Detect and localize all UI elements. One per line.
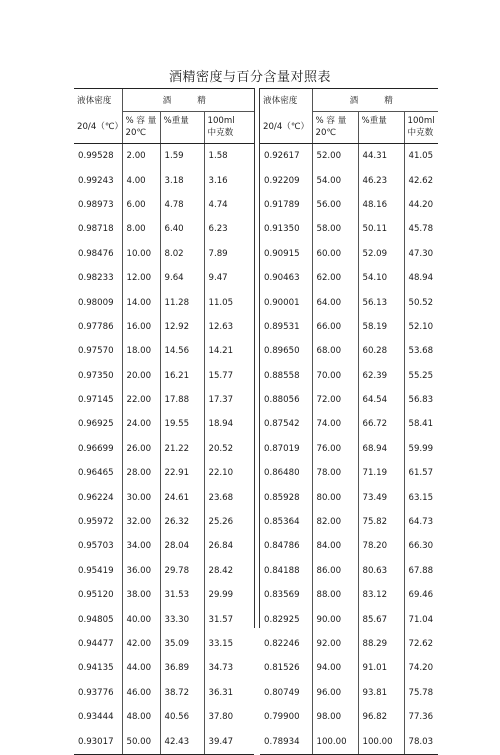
table-row [260,705,438,729]
table-row [74,583,254,607]
table-row [74,656,254,680]
weight-pct-cell: 24.61 [160,485,204,509]
density-cell: 0.93776 [78,687,114,698]
grams-per-100ml-cell: 17.37 [204,388,254,412]
table-row [74,632,254,656]
table-row [260,510,438,534]
table-row [74,559,254,583]
density-cell: 0.88056 [264,395,300,406]
grams-per-100ml-cell: 75.78 [404,681,438,705]
weight-pct-cell: 26.32 [160,510,204,534]
grams-per-100ml-cell: 9.47 [204,266,254,290]
weight-pct-cell: 31.53 [160,583,204,607]
density-cell: 0.91789 [264,199,300,210]
header-volume-pct: % 容 量 20℃ [122,112,160,144]
grams-per-100ml-cell: 20.52 [204,437,254,461]
weight-pct-cell: 46.23 [358,168,404,192]
density-cell: 0.98009 [78,297,114,308]
weight-pct-cell: 54.10 [358,266,404,290]
volume-pct-cell: 8.00 [122,217,160,241]
grams-per-100ml-cell: 31.57 [204,607,254,631]
volume-pct-cell: 96.00 [312,681,358,705]
volume-pct-cell: 26.00 [122,437,160,461]
weight-pct-cell: 11.28 [160,290,204,314]
grams-per-100ml-cell: 52.10 [404,315,438,339]
weight-pct-cell: 40.56 [160,705,204,729]
volume-pct-cell: 90.00 [312,607,358,631]
density-cell: 0.94135 [78,663,114,674]
density-cell: 0.80749 [264,687,300,698]
density-table-left [74,88,254,755]
weight-pct-cell: 64.54 [358,388,404,412]
table-row [260,729,438,754]
volume-pct-cell: 50.00 [122,729,160,754]
density-cell: 0.90463 [264,273,300,284]
volume-pct-cell: 18.00 [122,339,160,363]
density-cell: 0.95972 [78,517,114,528]
table-row [74,266,254,290]
header-density-temp: 20/4（℃） [74,112,122,144]
density-cell: 0.85928 [264,492,300,503]
volume-pct-cell: 20.00 [122,364,160,388]
header-weight-pct: %重量 [358,112,404,144]
weight-pct-cell: 6.40 [160,217,204,241]
weight-pct-cell: 44.31 [358,144,404,169]
table-row [74,364,254,388]
table-row [260,412,438,436]
density-cell: 0.96224 [78,492,114,503]
volume-pct-cell: 14.00 [122,290,160,314]
grams-per-100ml-cell: 77.36 [404,705,438,729]
grams-per-100ml-cell: 12.63 [204,315,254,339]
grams-per-100ml-cell: 7.89 [204,242,254,266]
table-row [260,315,438,339]
volume-pct-cell: 34.00 [122,534,160,558]
volume-pct-cell: 16.00 [122,315,160,339]
weight-pct-cell: 56.13 [358,290,404,314]
grams-per-100ml-cell: 72.62 [404,632,438,656]
table-row [260,485,438,509]
volume-pct-cell: 52.00 [312,144,358,169]
density-cell: 0.99243 [78,175,114,186]
volume-pct-cell: 80.00 [312,485,358,509]
grams-per-100ml-cell: 58.41 [404,412,438,436]
weight-pct-cell: 9.64 [160,266,204,290]
weight-pct-cell: 28.04 [160,534,204,558]
grams-per-100ml-cell: 71.04 [404,607,438,631]
weight-pct-cell: 100.00 [358,729,404,754]
weight-pct-cell: 85.67 [358,607,404,631]
volume-pct-cell: 38.00 [122,583,160,607]
weight-pct-cell: 42.43 [160,729,204,754]
grams-per-100ml-cell: 11.05 [204,290,254,314]
volume-pct-cell: 70.00 [312,364,358,388]
grams-per-100ml-cell: 18.94 [204,412,254,436]
weight-pct-cell: 62.39 [358,364,404,388]
volume-pct-cell: 100.00 [312,729,358,754]
density-table-right [260,88,438,755]
weight-pct-cell: 16.21 [160,364,204,388]
table-row [74,339,254,363]
table-row [74,607,254,631]
weight-pct-cell: 1.59 [160,144,204,169]
table-row [74,510,254,534]
table-row [260,632,438,656]
table-row [260,437,438,461]
header-weight-pct: %重量 [160,112,204,144]
table-row [74,729,254,754]
weight-pct-cell: 80.63 [358,559,404,583]
grams-per-100ml-cell: 4.74 [204,193,254,217]
weight-pct-cell: 35.09 [160,632,204,656]
grams-per-100ml-cell: 47.30 [404,242,438,266]
table-row [74,290,254,314]
volume-pct-cell: 66.00 [312,315,358,339]
grams-per-100ml-cell: 39.47 [204,729,254,754]
weight-pct-cell: 21.22 [160,437,204,461]
weight-pct-cell: 68.94 [358,437,404,461]
volume-pct-cell: 60.00 [312,242,358,266]
grams-per-100ml-cell: 15.77 [204,364,254,388]
grams-per-100ml-cell: 53.68 [404,339,438,363]
density-cell: 0.96699 [78,443,114,454]
header-volume-pct: % 容 量 20℃ [312,112,358,144]
volume-pct-cell: 32.00 [122,510,160,534]
grams-per-100ml-cell: 3.16 [204,168,254,192]
weight-pct-cell: 3.18 [160,168,204,192]
weight-pct-cell: 29.78 [160,559,204,583]
grams-per-100ml-cell: 14.21 [204,339,254,363]
grams-per-100ml-cell: 59.99 [404,437,438,461]
table-row [74,412,254,436]
header-density-label: 液体密度 [260,89,312,112]
density-cell: 0.91350 [264,224,300,235]
weight-pct-cell: 12.92 [160,315,204,339]
grams-per-100ml-cell: 37.80 [204,705,254,729]
table-right-half [260,88,438,755]
volume-pct-cell: 40.00 [122,607,160,631]
grams-per-100ml-cell: 64.73 [404,510,438,534]
weight-pct-cell: 19.55 [160,412,204,436]
document-title: 酒精密度与百分含量对照表 [168,70,331,85]
table-row [74,144,254,169]
density-cell: 0.81526 [264,663,300,674]
table-row [74,705,254,729]
density-cell: 0.86480 [264,468,300,479]
grams-per-100ml-cell: 36.31 [204,681,254,705]
density-cell: 0.83569 [264,590,300,601]
grams-per-100ml-cell: 34.73 [204,656,254,680]
volume-pct-cell: 78.00 [312,461,358,485]
density-cell: 0.97145 [78,395,114,406]
table-row [260,364,438,388]
table-row [74,193,254,217]
volume-pct-cell: 94.00 [312,656,358,680]
volume-pct-cell: 62.00 [312,266,358,290]
grams-per-100ml-cell: 28.42 [204,559,254,583]
density-cell: 0.97570 [78,346,114,357]
density-cell: 0.94805 [78,614,114,625]
density-cell: 0.78934 [260,729,312,754]
weight-pct-cell: 36.89 [160,656,204,680]
table-row [260,656,438,680]
weight-pct-cell: 17.88 [160,388,204,412]
grams-per-100ml-cell: 69.46 [404,583,438,607]
volume-pct-cell: 48.00 [122,705,160,729]
weight-pct-cell: 4.78 [160,193,204,217]
grams-per-100ml-cell: 25.26 [204,510,254,534]
table-row [74,534,254,558]
density-cell: 0.94477 [78,639,114,649]
weight-pct-cell: 14.56 [160,339,204,363]
grams-per-100ml-cell: 6.23 [204,217,254,241]
table-row [260,290,438,314]
density-cell: 0.87019 [264,443,300,454]
table-row [74,485,254,509]
table-row [260,168,438,192]
density-cell: 0.84188 [264,565,300,576]
density-cell: 0.98718 [78,224,114,235]
density-cell: 0.95703 [78,541,114,552]
volume-pct-cell: 12.00 [122,266,160,290]
density-cell: 0.82925 [264,614,300,625]
weight-pct-cell: 38.72 [160,681,204,705]
table-row [260,681,438,705]
density-cell: 0.89650 [264,346,300,357]
grams-per-100ml-cell: 23.68 [204,485,254,509]
volume-pct-cell: 74.00 [312,412,358,436]
density-cell: 0.95120 [78,590,114,601]
volume-pct-cell: 86.00 [312,559,358,583]
density-cell: 0.93017 [74,729,122,754]
volume-pct-cell: 88.00 [312,583,358,607]
weight-pct-cell: 75.82 [358,510,404,534]
volume-pct-cell: 56.00 [312,193,358,217]
weight-pct-cell: 50.11 [358,217,404,241]
density-cell: 0.90915 [264,248,300,259]
volume-pct-cell: 44.00 [122,656,160,680]
density-cell: 0.98973 [78,199,114,210]
table-row [260,607,438,631]
weight-pct-cell: 96.82 [358,705,404,729]
table-row [74,168,254,192]
table-row [260,388,438,412]
grams-per-100ml-cell: 42.62 [404,168,438,192]
weight-pct-cell: 66.72 [358,412,404,436]
table-row [260,144,438,169]
weight-pct-cell: 71.19 [358,461,404,485]
weight-pct-cell: 8.02 [160,242,204,266]
volume-pct-cell: 98.00 [312,705,358,729]
volume-pct-cell: 4.00 [122,168,160,192]
grams-per-100ml-cell: 44.20 [404,193,438,217]
volume-pct-cell: 58.00 [312,217,358,241]
table-row [260,339,438,363]
grams-per-100ml-cell: 74.20 [404,656,438,680]
grams-per-100ml-cell: 45.78 [404,217,438,241]
weight-pct-cell: 48.16 [358,193,404,217]
density-cell: 0.89531 [264,321,300,332]
weight-pct-cell: 52.09 [358,242,404,266]
table-body-left [74,144,254,755]
grams-per-100ml-cell: 22.10 [204,461,254,485]
header-alcohol-label: 酒精 [122,89,254,112]
table-row [260,266,438,290]
volume-pct-cell: 36.00 [122,559,160,583]
volume-pct-cell: 30.00 [122,485,160,509]
volume-pct-cell: 92.00 [312,632,358,656]
density-cell: 0.92617 [264,151,300,162]
table-row [74,437,254,461]
grams-per-100ml-cell: 50.52 [404,290,438,314]
table-row [260,559,438,583]
weight-pct-cell: 33.30 [160,607,204,631]
table-row [74,681,254,705]
volume-pct-cell: 82.00 [312,510,358,534]
table-row [260,461,438,485]
volume-pct-cell: 64.00 [312,290,358,314]
density-cell: 0.98476 [78,248,114,259]
grams-per-100ml-cell: 33.15 [204,632,254,656]
volume-pct-cell: 24.00 [122,412,160,436]
density-cell: 0.96465 [78,468,114,479]
grams-per-100ml-cell: 78.03 [404,729,438,754]
density-cell: 0.88558 [264,370,300,381]
header-alcohol-label: 酒精 [312,89,438,112]
header-grams-per-100ml: 100ml 中克数 [204,112,254,144]
volume-pct-cell: 42.00 [122,632,160,656]
header-grams-per-100ml: 100ml 中克数 [404,112,438,144]
table-row [260,242,438,266]
weight-pct-cell: 91.01 [358,656,404,680]
density-cell: 0.99528 [78,151,114,162]
volume-pct-cell: 6.00 [122,193,160,217]
table-row [260,583,438,607]
weight-pct-cell: 60.28 [358,339,404,363]
grams-per-100ml-cell: 61.57 [404,461,438,485]
weight-pct-cell: 73.49 [358,485,404,509]
table-row [74,315,254,339]
table-row [260,217,438,241]
table-row [260,534,438,558]
volume-pct-cell: 2.00 [122,144,160,169]
density-cell: 0.90001 [264,297,300,308]
density-cell: 0.84786 [264,541,300,552]
grams-per-100ml-cell: 29.99 [204,583,254,607]
weight-pct-cell: 58.19 [358,315,404,339]
volume-pct-cell: 46.00 [122,681,160,705]
volume-pct-cell: 10.00 [122,242,160,266]
grams-per-100ml-cell: 1.58 [204,144,254,169]
volume-pct-cell: 72.00 [312,388,358,412]
table-row [74,388,254,412]
grams-per-100ml-cell: 41.05 [404,144,438,169]
grams-per-100ml-cell: 66.30 [404,534,438,558]
density-cell: 0.85364 [264,517,300,528]
grams-per-100ml-cell: 63.15 [404,485,438,509]
density-cell: 0.79900 [264,712,300,723]
density-cell: 0.93444 [78,712,114,723]
weight-pct-cell: 78.20 [358,534,404,558]
density-cell: 0.92209 [264,175,300,186]
grams-per-100ml-cell: 48.94 [404,266,438,290]
volume-pct-cell: 68.00 [312,339,358,363]
weight-pct-cell: 88.29 [358,632,404,656]
header-density-label: 液体密度 [74,89,122,112]
density-cell: 0.95419 [78,565,114,576]
weight-pct-cell: 93.81 [358,681,404,705]
volume-pct-cell: 54.00 [312,168,358,192]
density-cell: 0.87542 [264,419,300,430]
table-left-half [74,88,254,755]
density-cell: 0.97786 [78,321,114,332]
volume-pct-cell: 76.00 [312,437,358,461]
weight-pct-cell: 22.91 [160,461,204,485]
weight-pct-cell: 83.12 [358,583,404,607]
grams-per-100ml-cell: 26.84 [204,534,254,558]
table-row [74,217,254,241]
density-cell: 0.97350 [78,370,114,381]
volume-pct-cell: 84.00 [312,534,358,558]
grams-per-100ml-cell: 55.25 [404,364,438,388]
grams-per-100ml-cell: 56.83 [404,388,438,412]
table-row [74,461,254,485]
table-row [260,193,438,217]
volume-pct-cell: 22.00 [122,388,160,412]
volume-pct-cell: 28.00 [122,461,160,485]
density-cell: 0.96925 [78,419,114,430]
grams-per-100ml-cell: 67.88 [404,559,438,583]
table-body-right [260,144,438,755]
table-row [74,242,254,266]
header-density-temp: 20/4（℃） [260,112,312,144]
density-cell: 0.82246 [264,639,300,649]
density-cell: 0.98233 [78,273,114,284]
